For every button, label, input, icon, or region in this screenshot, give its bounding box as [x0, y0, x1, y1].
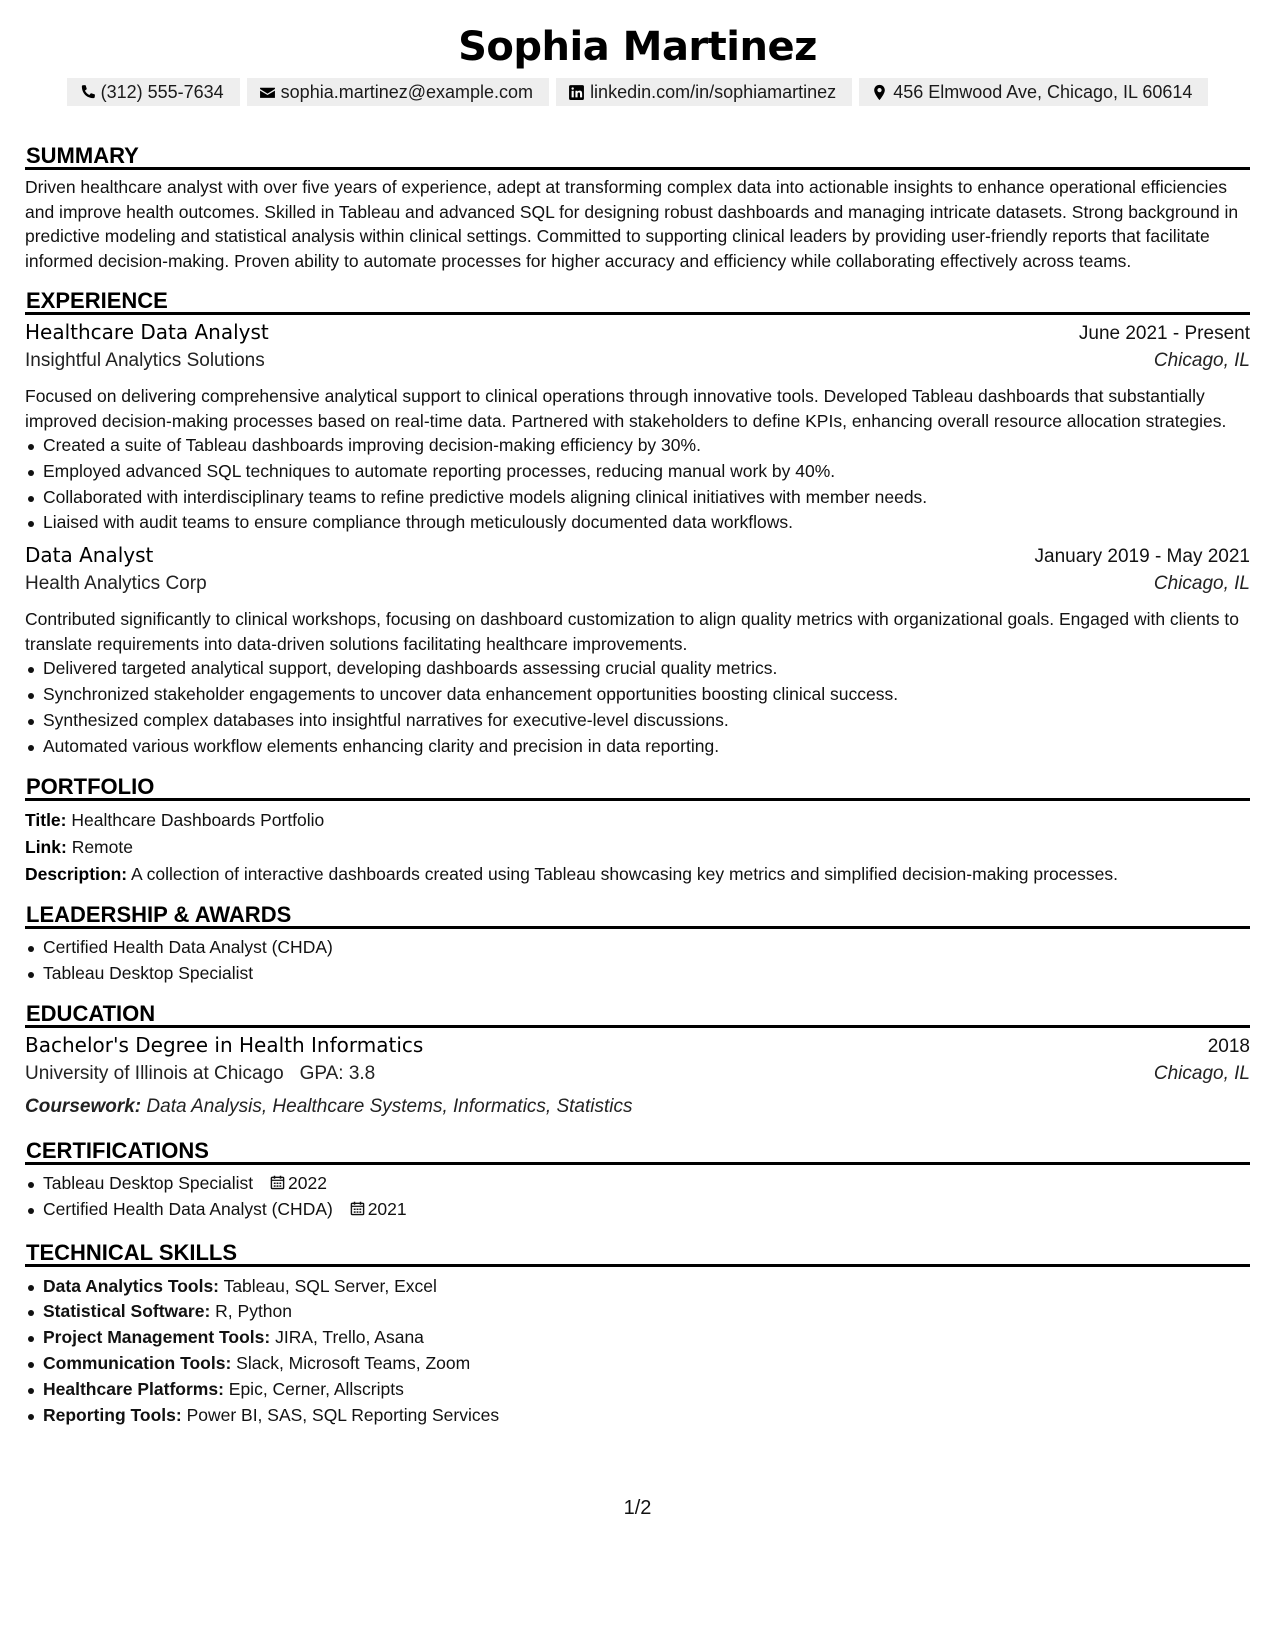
job-location: Chicago, IL — [1153, 350, 1250, 371]
contact-address — [859, 78, 1208, 106]
list-item — [25, 1351, 1250, 1377]
portfolio-description-row — [25, 861, 1250, 888]
graduation-year: 2018 — [1207, 1035, 1250, 1057]
job-date: June 2021 - Present — [1078, 323, 1250, 344]
portfolio-section — [25, 772, 1250, 888]
job-org: Insightful Analytics Solutions — [25, 350, 265, 371]
leadership-list — [25, 935, 1250, 987]
email-text: sophia.martinez@example.com — [280, 81, 534, 102]
job-header — [25, 543, 1250, 573]
contact-phone[interactable] — [67, 78, 240, 106]
school — [25, 1063, 375, 1085]
job-location: Chicago, IL — [1153, 573, 1250, 595]
skill-value: R, Python — [215, 1301, 293, 1322]
list-item: Delivered targeted analytical support, developing dashboards assessing crucial quality metrics. — [25, 656, 1250, 682]
portfolio-title-value: Healthcare Dashboards Portfolio — [71, 810, 325, 831]
portfolio-link-row — [25, 834, 1250, 861]
job-bullets — [25, 656, 1250, 759]
job-entry — [25, 320, 1250, 536]
skills-section — [25, 1238, 1250, 1429]
job-bullets — [25, 433, 1250, 536]
skill-label: Data Analytics Tools: — [43, 1275, 220, 1296]
leadership-section — [25, 900, 1250, 987]
certification-year: 2022 — [288, 1172, 327, 1193]
coursework-label: Coursework: — [25, 1095, 142, 1117]
section-title: SUMMARY — [25, 141, 1250, 170]
section-title: LEADERSHIP & AWARDS — [25, 900, 1250, 929]
resume-page — [25, 18, 1250, 1428]
skill-label: Communication Tools: — [43, 1352, 232, 1373]
portfolio-link-label: Link: — [25, 837, 67, 858]
education-subheader — [25, 1063, 1250, 1092]
section-title: CERTIFICATIONS — [25, 1136, 1250, 1165]
address-text: 456 Elmwood Ave, Chicago, IL 60614 — [893, 81, 1193, 102]
list-item — [25, 1403, 1250, 1429]
portfolio-title-label: Title: — [25, 810, 67, 831]
linkedin-text: linkedin.com/in/sophiamartinez — [590, 81, 837, 102]
skill-value: Epic, Cerner, Allscripts — [228, 1378, 404, 1399]
certifications-list — [25, 1171, 1250, 1223]
job-subheader — [25, 350, 1250, 380]
linkedin-icon — [568, 84, 585, 101]
school-location: Chicago, IL — [1153, 1062, 1250, 1084]
experience-section — [25, 286, 1250, 759]
skill-label: Project Management Tools: — [43, 1327, 271, 1348]
skill-value: JIRA, Trello, Asana — [275, 1327, 424, 1348]
job-description: Focused on delivering comprehensive analytical support to clinical operations through innovative tools. Developed Tableau dashboards that substantially improved decision-making processes based on real-time data. Partnered with stakeholders to define KPIs, enhancing overall resource allocation strategies. — [25, 386, 1227, 431]
calendar-icon — [350, 1201, 365, 1216]
list-item — [25, 1274, 1250, 1300]
contact-bar — [25, 78, 1250, 106]
skill-value: Power BI, SAS, SQL Reporting Services — [186, 1404, 500, 1425]
summary-section — [25, 141, 1250, 273]
list-item: Synchronized stakeholder engagements to uncover data enhancement opportunities boosting clinical success. — [25, 682, 1250, 708]
summary-text: Driven healthcare analyst with over five years of experience, adept at transforming complex data into actionable insights to enhance operational efficiencies and improve health outcomes. Skilled in Tableau and advanced SQL for designing robust dashboards and managing intricate datasets. Strong background in predictive modeling and statistical analysis within clinical settings. Committed to supporting clinical leaders by providing user-friendly reports that facilitate informed decision-making. Proven ability to automate processes for higher accuracy and efficiency while collaborating effectively across teams. — [25, 177, 1239, 271]
skill-label: Statistical Software: — [43, 1301, 211, 1322]
skill-label: Reporting Tools: — [43, 1404, 182, 1425]
job-description: Contributed significantly to clinical workshops, focusing on dashboard customization to align quality metrics with organizational goals. Engaged with clients to translate requirements into data-driven solutions facilitating healthcare improvements. — [25, 609, 1239, 654]
skill-value: Tableau, SQL Server, Excel — [223, 1275, 437, 1296]
list-item — [25, 1299, 1250, 1325]
job-title: Data Analyst — [25, 543, 154, 568]
job-org: Health Analytics Corp — [25, 573, 207, 595]
list-item — [25, 1377, 1250, 1403]
education-section — [25, 999, 1250, 1122]
portfolio-details — [25, 807, 1250, 888]
list-item: Automated various workflow elements enhancing clarity and precision in data reporting. — [25, 734, 1250, 760]
list-item: Employed advanced SQL techniques to automate reporting processes, reducing manual work by 40%. — [25, 459, 1250, 485]
school-name: University of Illinois at Chicago — [25, 1062, 284, 1084]
job-subheader — [25, 573, 1250, 603]
job-header — [25, 320, 1250, 350]
section-title: EXPERIENCE — [25, 286, 1250, 315]
map-pin-icon — [871, 84, 888, 101]
certification-name: Certified Health Data Analyst (CHDA) — [43, 1198, 333, 1219]
list-item: Synthesized complex databases into insightful narratives for executive-level discussions. — [25, 708, 1250, 734]
job-title: Healthcare Data Analyst — [25, 320, 269, 344]
list-item — [25, 1325, 1250, 1351]
contact-linkedin[interactable] — [556, 78, 852, 106]
section-title: EDUCATION — [25, 999, 1250, 1028]
portfolio-description-label: Description: — [25, 864, 128, 885]
list-item: Created a suite of Tableau dashboards improving decision-making efficiency by 30%. — [25, 433, 1250, 459]
list-item — [25, 1171, 1250, 1197]
envelope-icon — [259, 84, 276, 101]
job-date: January 2019 - May 2021 — [1034, 546, 1250, 568]
list-item: Liaised with audit teams to ensure compliance through meticulously documented data workflows. — [25, 510, 1250, 536]
list-item: Certified Health Data Analyst (CHDA) — [25, 935, 1250, 961]
certification-year: 2021 — [367, 1198, 407, 1219]
section-title: TECHNICAL SKILLS — [25, 1238, 1250, 1267]
gpa: GPA: 3.8 — [299, 1062, 376, 1084]
portfolio-link-value[interactable]: Remote — [71, 837, 133, 858]
portfolio-title-row — [25, 807, 1250, 834]
certifications-section — [25, 1136, 1250, 1223]
phone-text: (312) 555-7634 — [100, 81, 224, 102]
skill-value: Slack, Microsoft Teams, Zoom — [236, 1352, 471, 1373]
portfolio-description-value: A collection of interactive dashboards created using Tableau showcasing key metrics and simplified decision-making processes. — [131, 864, 1119, 885]
candidate-name: Sophia Martinez — [458, 24, 817, 70]
list-item — [25, 1197, 1250, 1223]
degree: Bachelor's Degree in Health Informatics — [25, 1032, 424, 1057]
certification-name: Tableau Desktop Specialist — [43, 1172, 254, 1193]
job-entry — [25, 543, 1250, 759]
section-title: PORTFOLIO — [25, 772, 1250, 801]
phone-icon — [79, 84, 96, 101]
education-header — [25, 1033, 1250, 1063]
skills-list — [25, 1274, 1250, 1429]
list-item: Tableau Desktop Specialist — [25, 961, 1250, 987]
page-number: 1/2 — [623, 1497, 652, 1519]
coursework — [25, 1092, 1250, 1122]
contact-email[interactable] — [247, 78, 549, 106]
skill-label: Healthcare Platforms: — [43, 1378, 224, 1399]
coursework-value: Data Analysis, Healthcare Systems, Informatics, Statistics — [146, 1095, 633, 1117]
calendar-icon — [270, 1175, 285, 1190]
list-item: Collaborated with interdisciplinary teams to refine predictive models aligning clinical initiatives with member needs. — [25, 485, 1250, 511]
